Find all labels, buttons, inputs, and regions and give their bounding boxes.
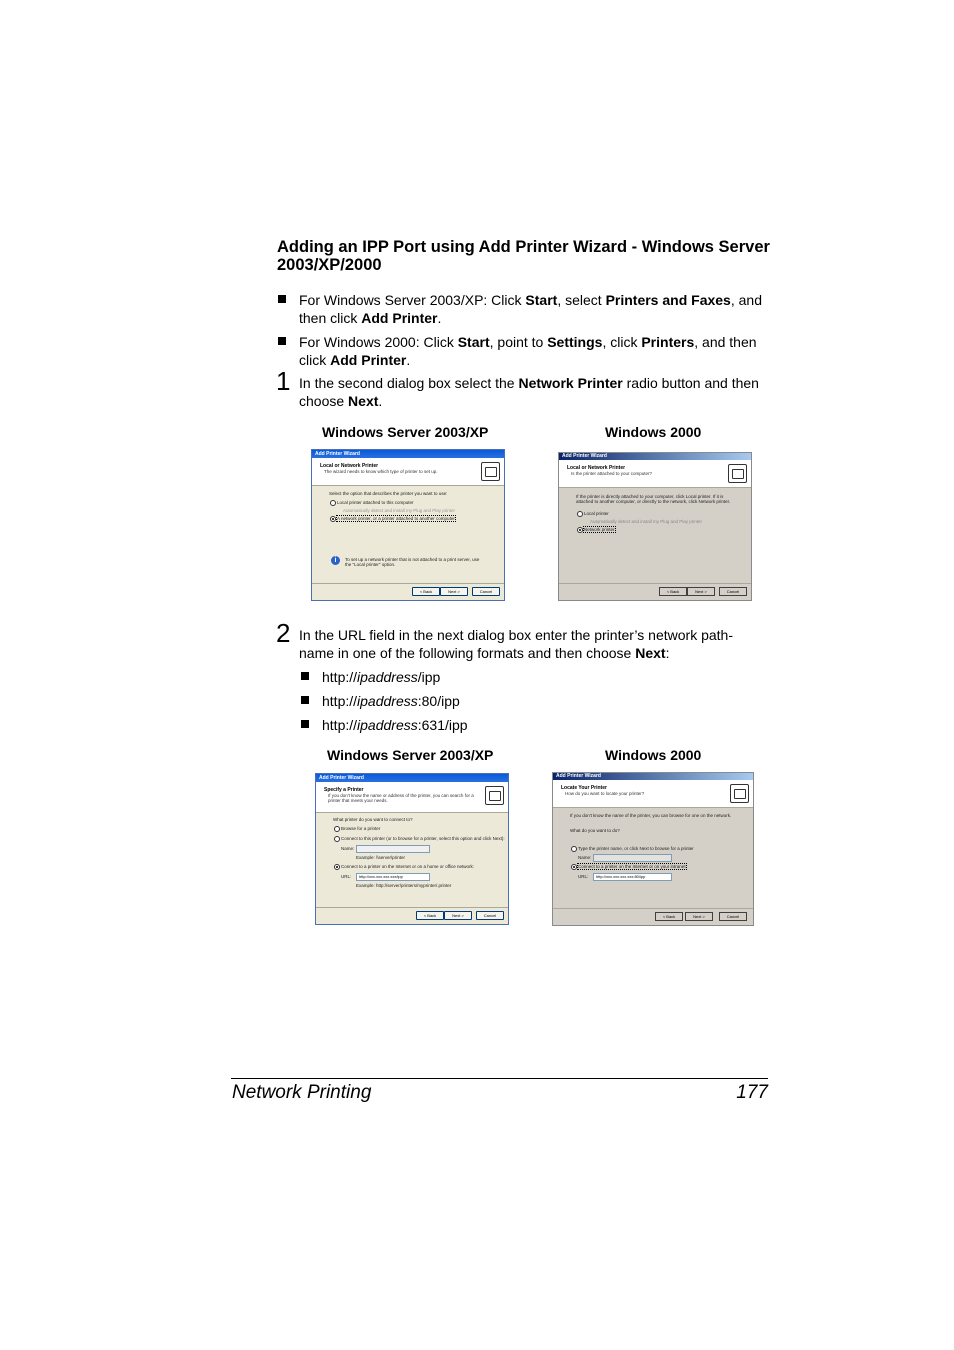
header-subtitle: Is the printer attached to your computer? — [571, 471, 653, 476]
cancel-button[interactable]: Cancel — [476, 911, 504, 920]
dialog-title: Add Printer Wizard — [312, 450, 504, 458]
prompt-text: What printer do you want to connect to? — [333, 817, 413, 822]
bullet-marker — [301, 672, 309, 680]
url-label: URL: — [341, 874, 352, 879]
printer-wizard-icon — [481, 462, 500, 481]
plug-and-play-label: Automatically detect and install my Plug and Play printer — [343, 508, 456, 513]
url-format-2: http://ipaddress:80/ipp — [322, 693, 460, 709]
bullet-xp-instructions: For Windows Server 2003/XP: Click Start, select Printers and Faxes, and then click Add Printer. — [299, 292, 762, 326]
url-format-1: http://ipaddress/ipp — [322, 669, 441, 685]
next-button[interactable]: Next > — [440, 587, 468, 596]
prompt-text: If the printer is directly attached to your computer, click Local printer. If it is attached to another computer, or directly to the network, click Network printer. — [576, 494, 731, 504]
prompt-text: What do you want to do? — [570, 828, 620, 833]
header-subtitle: If you don't know the name or address of the printer, you can search for a printer that meets your needs. — [328, 793, 474, 803]
url-field[interactable]: http://xxx.xxx.xxx.xxx/ipp — [356, 873, 430, 881]
dialog-title: Add Printer Wizard — [316, 774, 508, 782]
step-1-text: In the second dialog box select the Network Printer radio button and then choose Next. — [299, 375, 759, 409]
caption-xp: Windows Server 2003/XP — [327, 747, 494, 763]
header-subtitle: How do you want to locate your printer? — [565, 791, 645, 796]
intro-text: If you don't know the name of the printer, you can browse for one on the network. — [570, 813, 732, 818]
name-label: Name: — [341, 846, 355, 851]
radio-local[interactable] — [577, 511, 583, 517]
printer-wizard-icon — [485, 786, 504, 805]
next-button[interactable]: Next > — [685, 912, 713, 921]
name-example: Example: \\server\printer — [356, 855, 406, 860]
radio-local-label: Local printer — [584, 511, 609, 516]
cancel-button[interactable]: Cancel — [472, 587, 500, 596]
radio-browse[interactable] — [334, 826, 340, 832]
name-label: Name: — [578, 855, 592, 860]
cancel-button[interactable]: Cancel — [719, 587, 747, 596]
dialog-title: Add Printer Wizard — [559, 453, 751, 460]
radio-network-label: A network printer, or a printer attached to another computer — [337, 516, 455, 521]
radio-connect-name[interactable] — [334, 836, 340, 842]
screenshot-xp-specify-printer — [315, 773, 509, 925]
bullet-marker — [301, 720, 309, 728]
radio-connect-internet[interactable] — [571, 864, 577, 870]
printer-wizard-icon — [728, 464, 747, 483]
step-1-number: 1 — [276, 366, 291, 396]
caption-xp: Windows Server 2003/XP — [322, 424, 489, 440]
back-button[interactable]: < Back — [412, 587, 440, 596]
next-button[interactable]: Next > — [687, 587, 715, 596]
caption-w2k: Windows 2000 — [605, 747, 702, 763]
radio-connect-internet[interactable] — [334, 864, 340, 870]
radio-connect-internet-label: Connect to a printer on the Internet or on a home or office network: — [341, 864, 474, 869]
footer-section-title: Network Printing — [232, 1082, 372, 1103]
prompt-text: Select the option that describes the printer you want to use: — [329, 491, 448, 496]
header-title: Specify a Printer — [324, 787, 364, 793]
header-subtitle: The wizard needs to know which type of printer to set up. — [324, 469, 438, 474]
printer-wizard-icon — [730, 784, 749, 803]
header-title: Local or Network Printer — [320, 463, 379, 469]
url-example: Example: http://server/printers/myprinter/.printer — [356, 883, 452, 888]
radio-connect-name-label: Connect to this printer (or to browse for a printer, select this option and click Next): — [341, 836, 505, 841]
section-heading: Adding an IPP Port using Add Printer Wizard - Windows Server 2003/XP/2000 — [277, 238, 770, 274]
radio-connect-internet-label: Connect to a printer on the Internet or on your intranet — [578, 864, 686, 869]
back-button[interactable]: < Back — [659, 587, 687, 596]
header-title: Local or Network Printer — [567, 465, 626, 471]
dialog-title: Add Printer Wizard — [553, 773, 753, 780]
bullet-marker — [301, 696, 309, 704]
header-title: Locate Your Printer — [561, 785, 607, 791]
radio-network[interactable] — [330, 516, 336, 522]
radio-network-label: Network printer — [584, 527, 615, 532]
bullet-marker — [278, 337, 286, 345]
next-button[interactable]: Next > — [444, 911, 472, 920]
screenshot-w2k-local-or-network — [558, 452, 752, 601]
screenshot-xp-local-or-network — [311, 449, 505, 601]
radio-browse-label: Browse for a printer — [341, 826, 381, 831]
bullet-w2k-instructions: For Windows 2000: Click Start, point to Settings, click Printers, and then click Add Printer. — [299, 334, 757, 368]
info-text: To set up a network printer that is not attached to a print server, use the "Local printer" option. — [345, 557, 480, 567]
bullet-marker — [278, 295, 286, 303]
radio-type-name-label: Type the printer name, or click Next to browse for a printer — [578, 846, 694, 851]
step-2-number: 2 — [276, 618, 291, 648]
back-button[interactable]: < Back — [655, 912, 683, 921]
radio-local[interactable] — [330, 500, 336, 506]
back-button[interactable]: < Back — [416, 911, 444, 920]
info-icon: i — [331, 556, 340, 565]
url-label: URL: — [578, 874, 589, 879]
radio-network[interactable] — [577, 527, 583, 533]
radio-local-label: Local printer attached to this computer — [337, 500, 414, 505]
cancel-button[interactable]: Cancel — [719, 912, 747, 921]
radio-type-name[interactable] — [571, 846, 577, 852]
url-format-3: http://ipaddress:631/ipp — [322, 717, 468, 733]
screenshot-w2k-locate-printer — [552, 772, 754, 926]
footer-rule — [231, 1078, 768, 1079]
plug-and-play-label: Automatically detect and install my Plug and Play printer — [590, 519, 703, 524]
url-field[interactable]: http://xxx.xxx.xxx.xxx:80/ipp — [593, 873, 672, 881]
page-number: 177 — [736, 1082, 768, 1103]
step-2-text: In the URL field in the next dialog box enter the printer’s network path-name in one of the following formats and then choose Next: — [299, 627, 733, 661]
name-field[interactable] — [356, 845, 430, 853]
caption-w2k: Windows 2000 — [605, 424, 702, 440]
name-field[interactable] — [593, 854, 672, 862]
